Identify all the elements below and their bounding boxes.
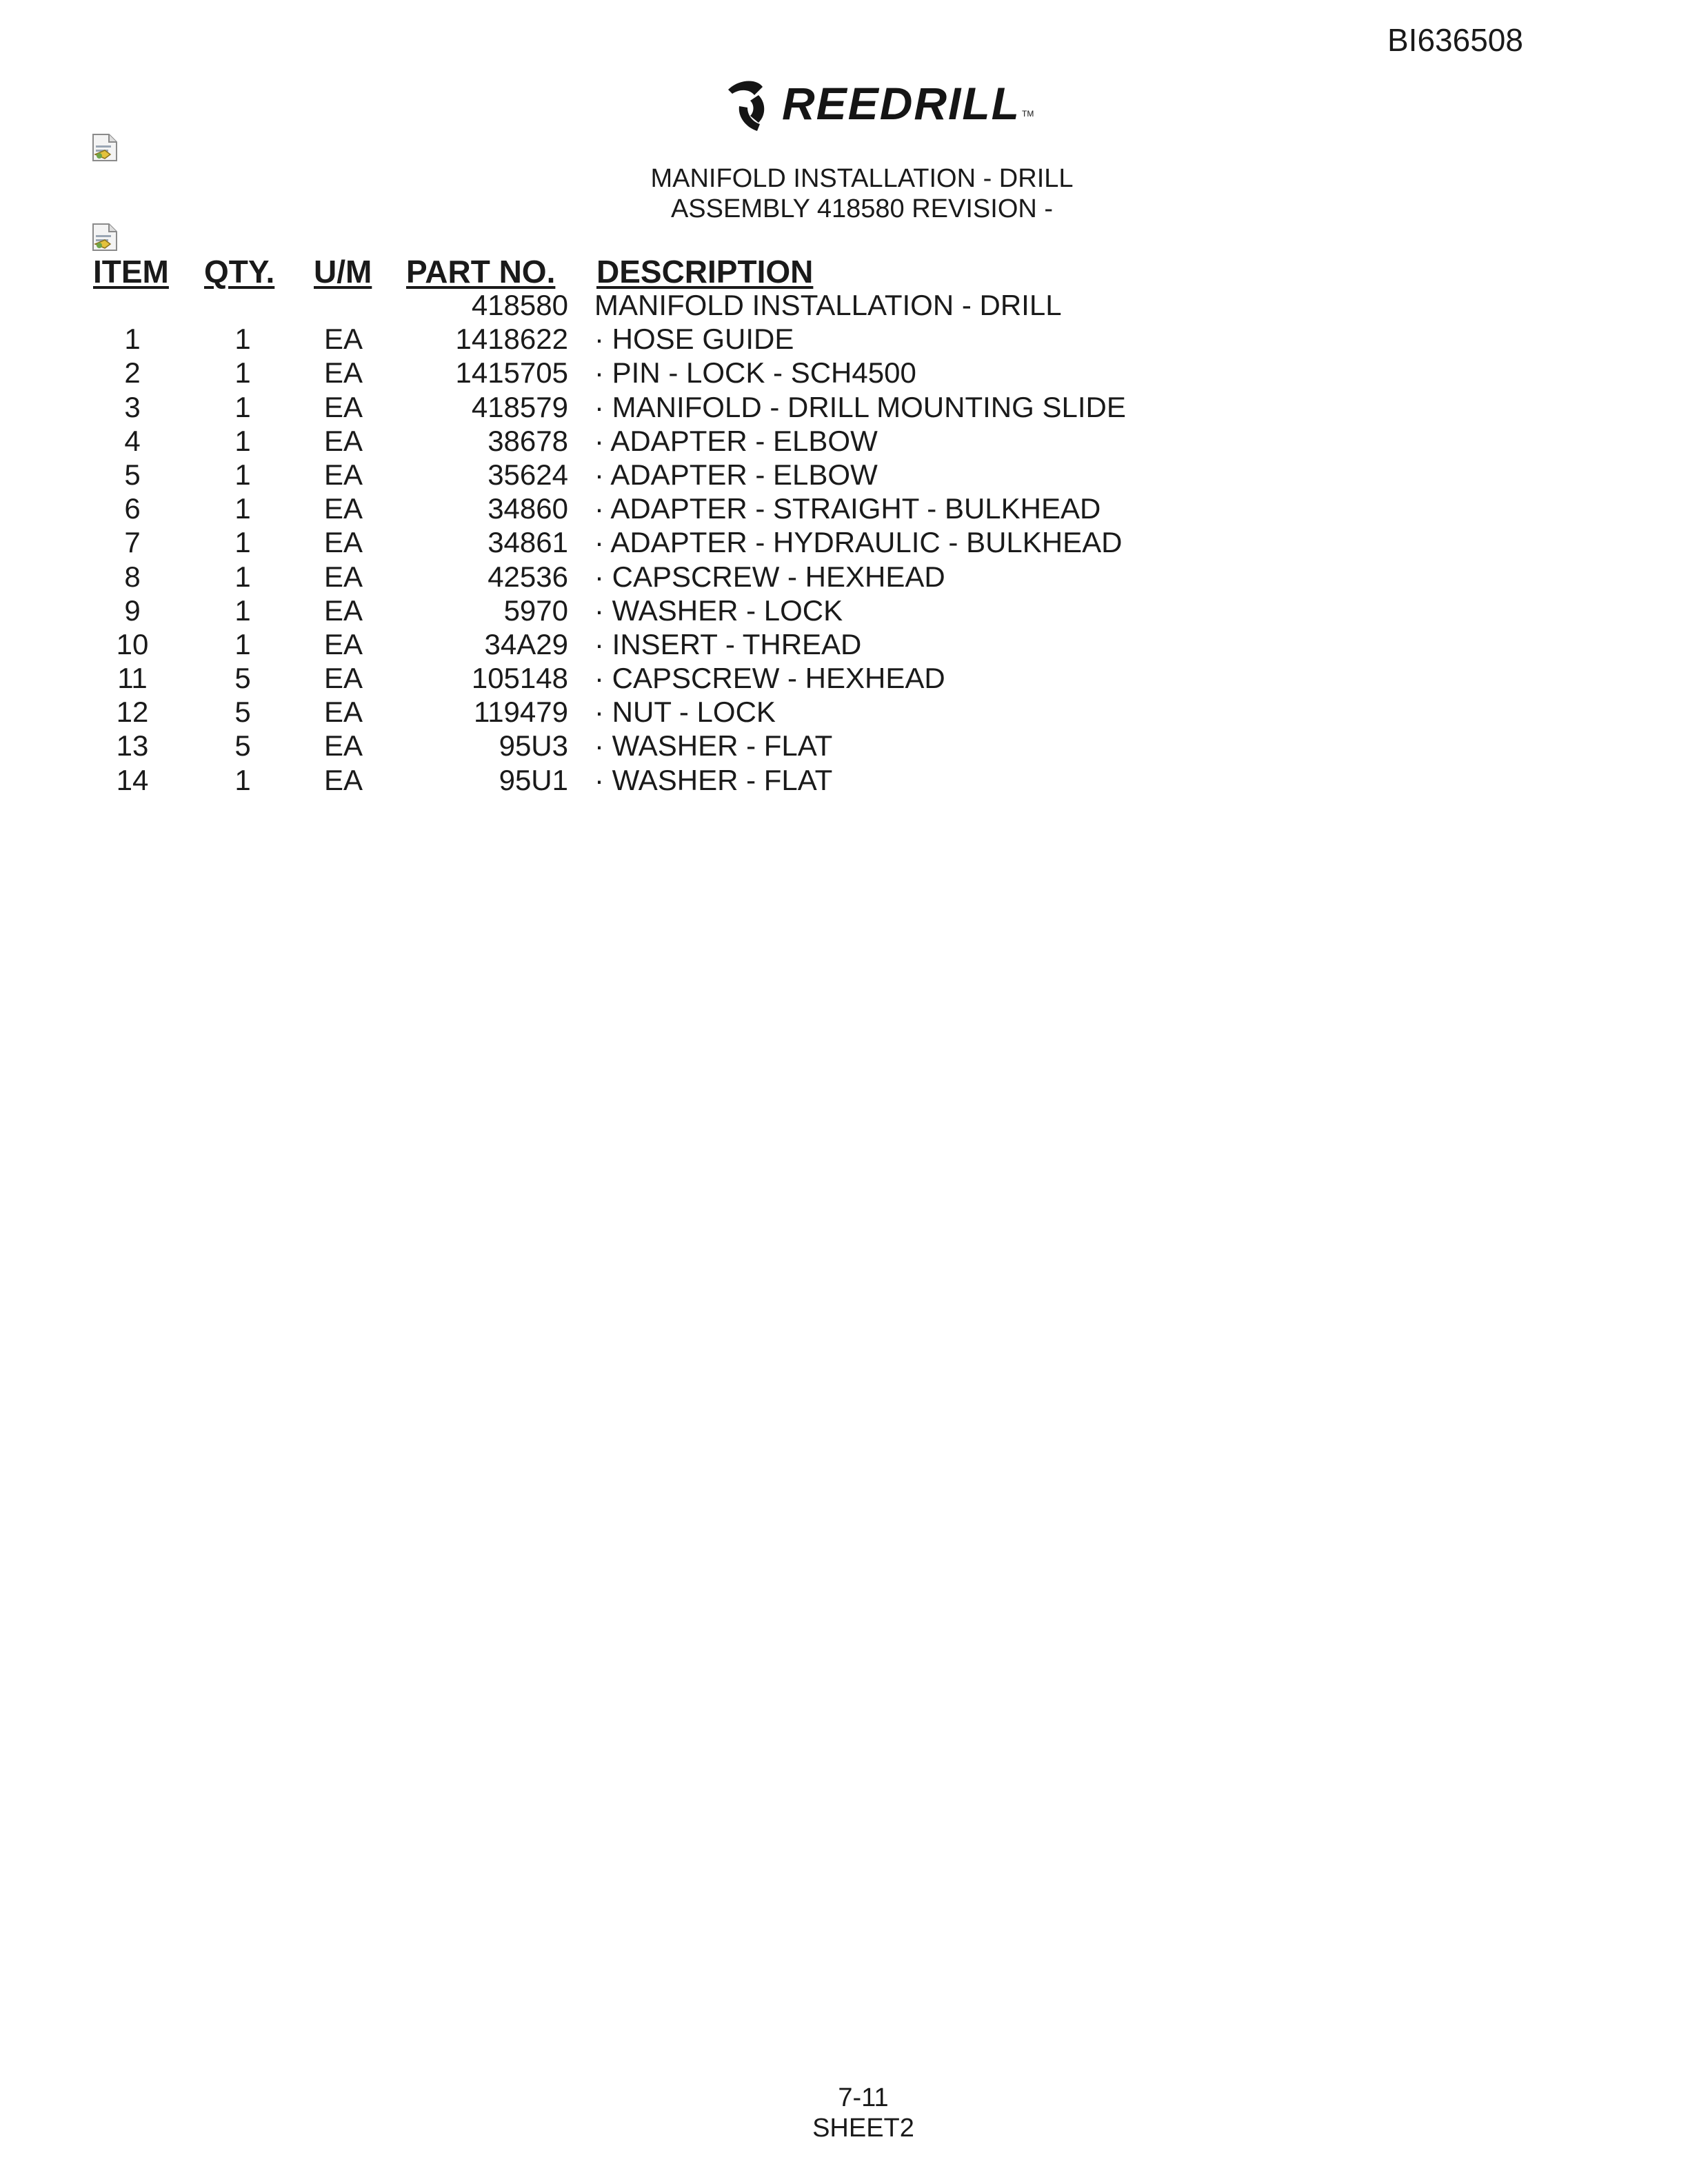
item-cell: 5: [124, 458, 141, 491]
part-no-cell: 105148: [471, 662, 568, 695]
item-cell: 13: [116, 729, 149, 762]
table-row: [0, 525, 1688, 559]
description-cell: · WASHER - FLAT: [594, 729, 833, 762]
assembly-title: MANIFOLD INSTALLATION - DRILL: [650, 164, 1074, 193]
item-cell: 12: [116, 696, 149, 729]
table-row: [0, 356, 1688, 390]
qty-cell: 1: [234, 323, 251, 356]
qty-cell: 1: [234, 526, 251, 559]
item-cell: 3: [124, 390, 141, 423]
header-um: U/M: [314, 254, 372, 290]
reedrill-swirl-icon: [723, 74, 778, 135]
um-cell: EA: [323, 526, 363, 559]
table-row: [0, 560, 1688, 594]
um-cell: EA: [323, 627, 363, 660]
item-cell: 6: [124, 492, 141, 525]
description-cell: · HOSE GUIDE: [594, 323, 794, 356]
item-cell: 10: [116, 627, 149, 660]
part-no-cell: 35624: [488, 458, 568, 491]
part-no-cell: 42536: [488, 560, 568, 593]
qty-cell: 1: [234, 763, 251, 796]
table-row: [0, 424, 1688, 458]
part-no-cell: 34A29: [484, 627, 568, 660]
document-icon[interactable]: [91, 132, 119, 163]
header-part-no: PART NO.: [406, 254, 556, 290]
qty-cell: 5: [234, 662, 251, 695]
sheet-label: SHEET2: [812, 2114, 914, 2143]
qty-cell: 1: [234, 458, 251, 491]
header-description: DESCRIPTION: [596, 254, 814, 290]
qty-cell: 1: [234, 424, 251, 457]
description-cell: · NUT - LOCK: [594, 696, 776, 729]
description-cell: · ADAPTER - ELBOW: [594, 424, 878, 457]
item-cell: 7: [124, 526, 141, 559]
description-cell: MANIFOLD INSTALLATION - DRILL: [594, 289, 1062, 321]
um-cell: EA: [323, 696, 363, 729]
item-cell: 14: [116, 763, 149, 796]
table-row: [0, 288, 1688, 322]
um-cell: EA: [323, 424, 363, 457]
part-no-cell: 418580: [471, 289, 568, 321]
table-row: [0, 627, 1688, 661]
reedrill-logo: [723, 74, 1040, 135]
description-cell: · INSERT - THREAD: [594, 627, 862, 660]
description-cell: · CAPSCREW - HEXHEAD: [594, 560, 945, 593]
document-id: BI636508: [1387, 22, 1523, 58]
qty-cell: 1: [234, 492, 251, 525]
table-row: [0, 322, 1688, 356]
um-cell: EA: [323, 390, 363, 423]
table-row: [0, 594, 1688, 627]
table-row: [0, 729, 1688, 762]
um-cell: EA: [323, 729, 363, 762]
qty-cell: 5: [234, 696, 251, 729]
header-item: ITEM: [93, 254, 169, 290]
um-cell: EA: [323, 323, 363, 356]
part-no-cell: 95U3: [499, 729, 568, 762]
part-no-cell: 34861: [488, 526, 568, 559]
part-no-cell: 95U1: [499, 763, 568, 796]
part-no-cell: 418579: [471, 390, 568, 423]
um-cell: EA: [323, 458, 363, 491]
qty-cell: 1: [234, 560, 251, 593]
um-cell: EA: [323, 560, 363, 593]
description-cell: · WASHER - FLAT: [594, 763, 833, 796]
item-cell: 2: [124, 356, 141, 390]
um-cell: EA: [323, 356, 363, 390]
part-no-cell: 5970: [503, 594, 568, 627]
trademark-mark: TM: [1022, 109, 1034, 119]
parts-table-body: [0, 288, 1688, 797]
qty-cell: 1: [234, 356, 251, 390]
part-no-cell: 119479: [473, 696, 568, 729]
table-row: [0, 695, 1688, 729]
document-icon[interactable]: [91, 222, 119, 252]
table-row: [0, 661, 1688, 695]
table-row: [0, 492, 1688, 525]
description-cell: · PIN - LOCK - SCH4500: [594, 356, 916, 390]
part-no-cell: 1418622: [455, 323, 568, 356]
item-cell: 9: [124, 594, 141, 627]
qty-cell: 1: [234, 390, 251, 423]
description-cell: · ADAPTER - STRAIGHT - BULKHEAD: [594, 492, 1101, 525]
item-cell: 1: [124, 323, 141, 356]
item-cell: 4: [124, 424, 141, 457]
um-cell: EA: [323, 763, 363, 796]
table-row: [0, 458, 1688, 492]
table-row: [0, 390, 1688, 424]
um-cell: EA: [323, 492, 363, 525]
um-cell: EA: [323, 594, 363, 627]
qty-cell: 1: [234, 594, 251, 627]
assembly-revision: ASSEMBLY 418580 REVISION -: [670, 194, 1054, 223]
description-cell: · CAPSCREW - HEXHEAD: [594, 662, 945, 695]
description-cell: · ADAPTER - HYDRAULIC - BULKHEAD: [594, 526, 1123, 559]
item-cell: 11: [117, 662, 148, 695]
description-cell: · MANIFOLD - DRILL MOUNTING SLIDE: [594, 390, 1126, 423]
description-cell: · WASHER - LOCK: [594, 594, 843, 627]
part-no-cell: 34860: [488, 492, 568, 525]
qty-cell: 5: [234, 729, 251, 762]
qty-cell: 1: [234, 627, 251, 660]
table-row: [0, 763, 1688, 797]
part-no-cell: 38678: [488, 424, 568, 457]
description-cell: · ADAPTER - ELBOW: [594, 458, 878, 491]
page-number: 7-11: [838, 2083, 889, 2112]
brand-name: REEDRILL: [782, 78, 1021, 129]
part-no-cell: 1415705: [455, 356, 568, 390]
um-cell: EA: [323, 662, 363, 695]
item-cell: 8: [124, 560, 141, 593]
header-qty: QTY.: [204, 254, 275, 290]
